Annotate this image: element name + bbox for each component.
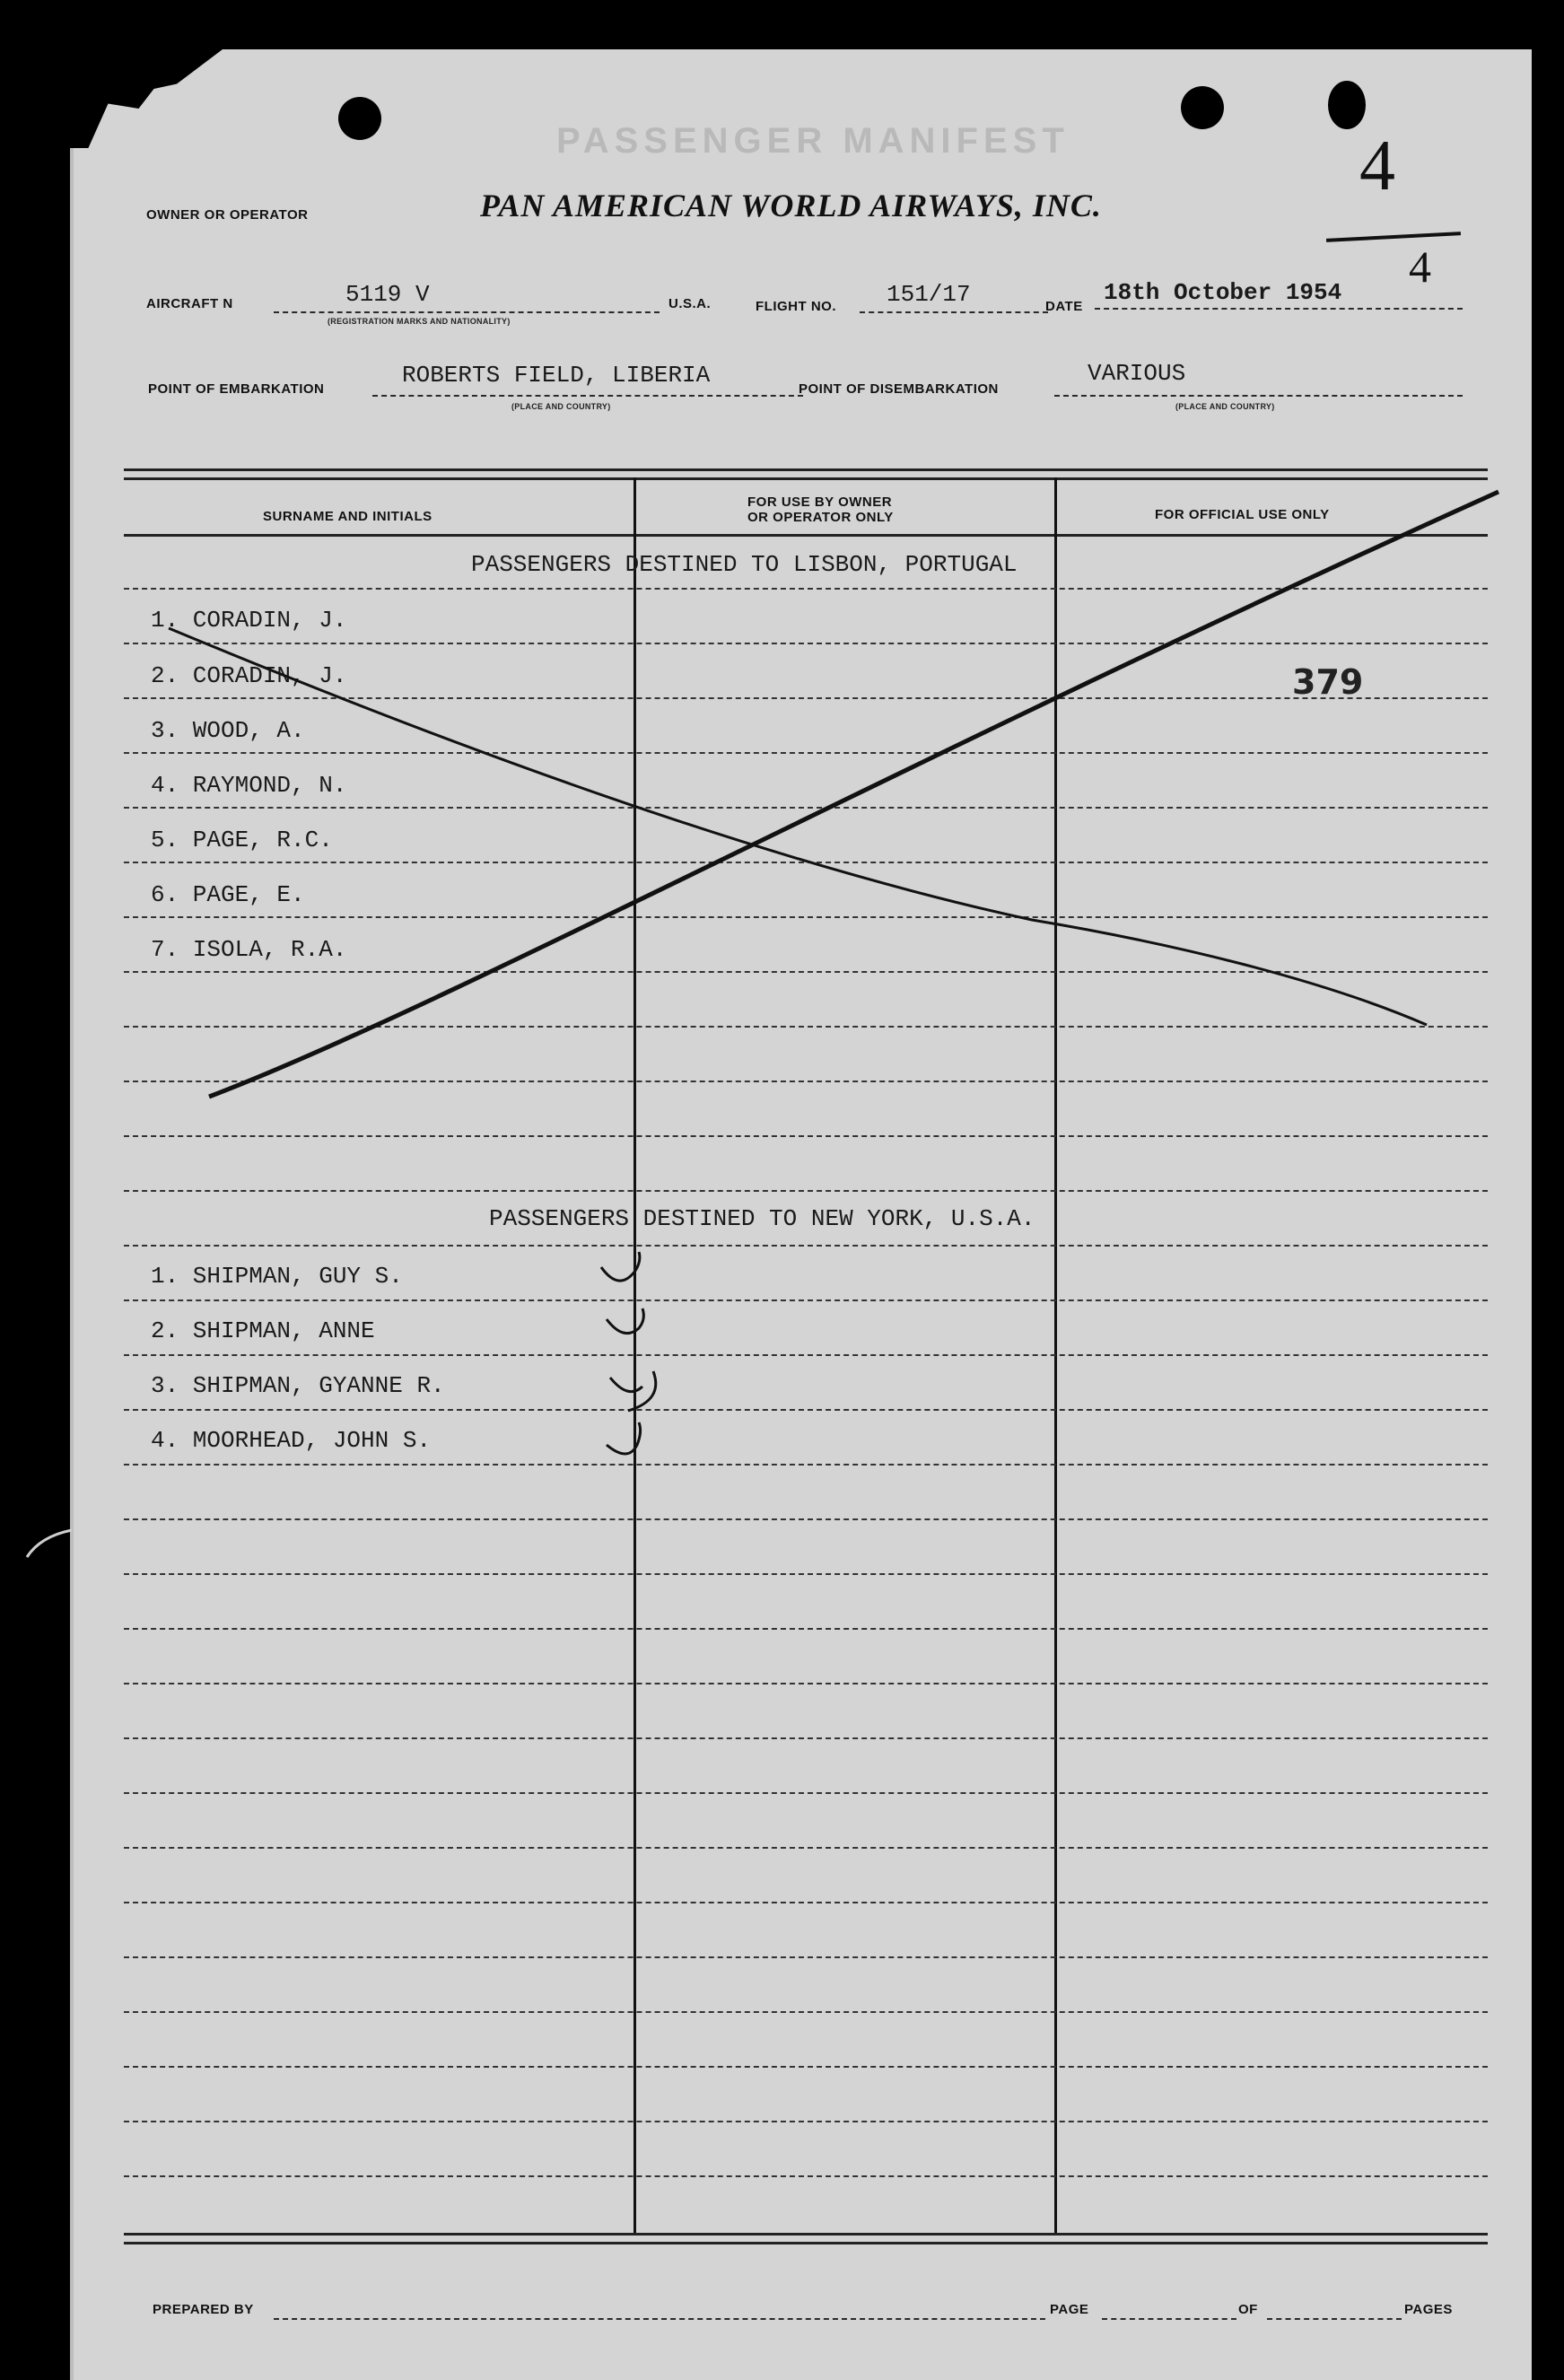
ruled-line: [124, 2175, 1488, 2177]
passenger-row: 7. ISOLA, R.A.: [151, 936, 347, 963]
ruled-line: [124, 1847, 1488, 1849]
passenger-row: 1. CORADIN, J.: [151, 607, 347, 634]
ruled-line: [124, 1299, 1488, 1301]
ruled-line: [124, 1628, 1488, 1630]
ruled-line: [124, 1190, 1488, 1192]
ruled-line: [124, 697, 1488, 699]
ruled-line: [124, 1573, 1488, 1575]
group-heading-new-york: PASSENGERS DESTINED TO NEW YORK, U.S.A.: [489, 1205, 1035, 1232]
passenger-row: 4. RAYMOND, N.: [151, 772, 347, 799]
ruled-line: [124, 2121, 1488, 2122]
ruled-line: [124, 1026, 1488, 1028]
ruled-line: [124, 1135, 1488, 1137]
column-header-official: FOR OFFICIAL USE ONLY: [1155, 507, 1330, 522]
table-top-rule: [124, 468, 1488, 480]
disembark-value: VARIOUS: [1088, 360, 1186, 387]
embark-label: POINT OF EMBARKATION: [148, 381, 325, 397]
ruled-line: [124, 1245, 1488, 1247]
passenger-row: 1. SHIPMAN, GUY S.: [151, 1263, 403, 1290]
passenger-row: 2. CORADIN, J.: [151, 662, 347, 689]
page-label: PAGE: [1050, 2302, 1089, 2317]
ruled-line: [124, 1792, 1488, 1794]
ruled-line: [124, 862, 1488, 863]
ruled-line: [124, 2066, 1488, 2068]
flight-label: FLIGHT NO.: [756, 299, 836, 314]
page-number-top: 4: [1359, 127, 1395, 206]
ruled-line: [124, 1518, 1488, 1520]
page-number-bottom: 4: [1409, 241, 1431, 292]
ruled-line: [124, 1902, 1488, 1903]
table-bottom-rule: [124, 2233, 1488, 2244]
passenger-row: 5. PAGE, R.C.: [151, 827, 333, 853]
passenger-row: 4. MOORHEAD, JOHN S.: [151, 1427, 432, 1454]
header-bottom-rule: [124, 534, 1488, 537]
of-underline: [1267, 2318, 1402, 2320]
ruled-line: [124, 1956, 1488, 1958]
ruled-line: [124, 916, 1488, 918]
ruled-line: [124, 1081, 1488, 1082]
disembark-underline: [1054, 395, 1463, 397]
owner-value: PAN AMERICAN WORLD AIRWAYS, INC.: [480, 188, 1102, 223]
ruled-line: [124, 752, 1488, 754]
ruled-line: [124, 2011, 1488, 2013]
ruled-line: [124, 971, 1488, 973]
column-header-owner-1: FOR USE BY OWNER: [747, 494, 893, 510]
column-header-surname: SURNAME AND INITIALS: [263, 509, 433, 524]
pages-label: PAGES: [1404, 2302, 1453, 2317]
aircraft-underline: [274, 311, 660, 313]
ruled-line: [124, 1354, 1488, 1356]
ruled-line: [124, 1737, 1488, 1739]
flight-value: 151/17: [887, 281, 971, 308]
page-underline: [1102, 2318, 1236, 2320]
passenger-row: 6. PAGE, E.: [151, 881, 305, 908]
prepared-by-label: PREPARED BY: [153, 2302, 254, 2317]
official-use-number: 379: [1292, 662, 1364, 702]
aircraft-label: AIRCRAFT N: [146, 296, 233, 311]
ruled-line: [124, 588, 1488, 590]
punch-hole-center: [1181, 86, 1224, 129]
embark-sublabel: (PLACE AND COUNTRY): [511, 402, 611, 411]
passenger-row: 3. WOOD, A.: [151, 717, 305, 744]
disembark-sublabel: (PLACE AND COUNTRY): [1175, 402, 1275, 411]
group-heading-lisbon: PASSENGERS DESTINED TO LISBON, PORTUGAL: [471, 551, 1018, 578]
ruled-line: [124, 1464, 1488, 1466]
embark-value: ROBERTS FIELD, LIBERIA: [402, 362, 711, 389]
form-title: PASSENGER MANIFEST: [556, 121, 1070, 161]
ruled-line: [124, 1683, 1488, 1684]
aircraft-value: 5119 V: [345, 281, 430, 308]
date-underline: [1095, 308, 1463, 310]
punch-hole-left: [338, 97, 381, 140]
usa-label: U.S.A.: [668, 296, 712, 311]
date-value: 18th October 1954: [1104, 279, 1342, 306]
column-divider-1: [633, 477, 636, 2235]
date-label: DATE: [1045, 299, 1083, 314]
punch-hole-right: [1328, 81, 1366, 129]
embark-underline: [372, 395, 803, 397]
margin-mark: [27, 1530, 72, 1557]
aircraft-sublabel: (REGISTRATION MARKS AND NATIONALITY): [328, 317, 511, 326]
owner-label: OWNER OR OPERATOR: [146, 207, 309, 223]
ruled-line: [124, 807, 1488, 809]
ruled-line: [124, 1409, 1488, 1411]
disembark-label: POINT OF DISEMBARKATION: [799, 381, 999, 397]
prepared-by-underline: [274, 2318, 1045, 2320]
passenger-row: 3. SHIPMAN, GYANNE R.: [151, 1372, 445, 1399]
column-divider-2: [1054, 477, 1057, 2235]
passenger-row: 2. SHIPMAN, ANNE: [151, 1317, 375, 1344]
of-label: OF: [1238, 2302, 1258, 2317]
column-header-owner-2: OR OPERATOR ONLY: [747, 510, 894, 525]
flight-underline: [860, 311, 1048, 313]
ruled-line: [124, 643, 1488, 644]
